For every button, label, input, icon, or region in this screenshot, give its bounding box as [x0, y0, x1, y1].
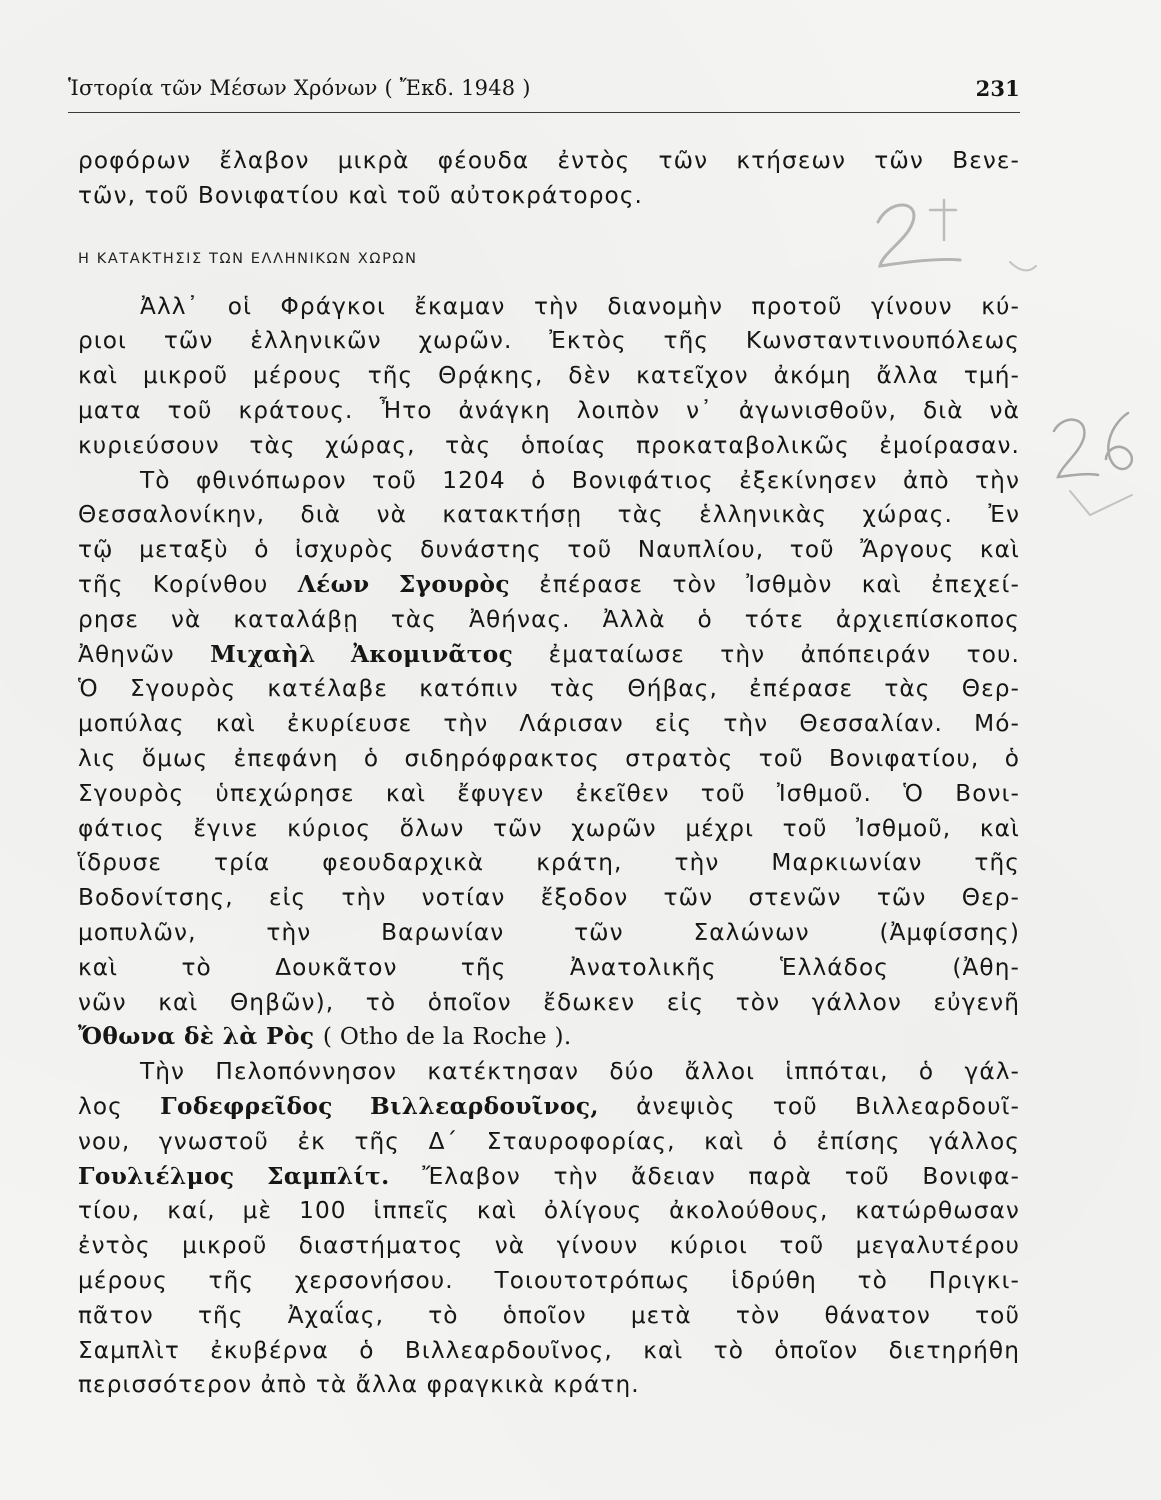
latin-name: ( Otho de la Roche ). — [322, 1023, 572, 1051]
text-line: φάτιος ἔγινε κύριος ὅλων τῶν χωρῶν μέχρι τοῦ Ἰσθμοῦ, καὶ — [78, 814, 1020, 842]
text-line: ρησε νὰ καταλάβῃ τὰς Ἀθήνας. Ἀλλὰ ὁ τότε ἀρχιεπίσκοπος — [78, 605, 1020, 633]
text-line: καὶ μικροῦ μέρους τῆς Θρᾴκης, δὲν κατεῖχον ἀκόμη ἄλλα τμή- — [78, 362, 1020, 390]
pencil-annotation-side — [1040, 395, 1150, 525]
text-line: Σγουρὸς ὑπεχώρησε καὶ ἔφυγεν ἐκεῖθεν τοῦ Ἰσθμοῦ. Ὁ Βονι- — [78, 779, 1020, 807]
text-line — [78, 1160, 1020, 1195]
running-head — [68, 76, 1020, 106]
text-line — [78, 1090, 1020, 1125]
text-line: μοπύλας καὶ ἐκυρίευσε τὴν Λάρισαν εἰς τὴν Θεσσαλίαν. Μό- — [78, 710, 1020, 738]
text-line: ἐντὸς μικροῦ διαστήματος νὰ γίνουν κύριοι τοῦ μεγαλυτέρου — [78, 1232, 1020, 1260]
text-line: τίου, καί, μὲ 100 ἱππεῖς καὶ ὀλίγους ἀκολούθους, κατώρθωσαν — [78, 1197, 1020, 1225]
person-name: Μιχαὴλ Ἀκομινᾶτος — [210, 640, 514, 668]
text-line — [78, 1020, 1020, 1055]
text-line: νῶν καὶ Θηβῶν), τὸ ὁποῖον ἔδωκεν εἰς τὸν γάλλον εὐγενῆ — [78, 988, 1020, 1016]
text-line: Τὴν Πελοπόννησον κατέκτησαν δύο ἄλλοι ἱππόται, ὁ γάλ- — [140, 1058, 1020, 1086]
text-line: Ὁ Σγουρὸς κατέλαβε κατόπιν τὰς Θήβας, ἐπέρασε τὰς Θερ- — [78, 675, 1020, 703]
text-run: Ἀθηνῶν — [78, 640, 175, 668]
text-line: περισσότερον ἀπὸ τὰ ἄλλα φραγκικὰ κράτη. — [78, 1371, 640, 1399]
header-rule — [68, 112, 1020, 113]
text-line: Βοδονίτσης, εἰς τὴν νοτίαν ἔξοδον τῶν στενῶν τῶν Θερ- — [78, 884, 1020, 912]
text-line: πᾶτον τῆς Ἀχαΐας, τὸ ὁποῖον μετὰ τὸν θάνατον τοῦ — [78, 1301, 1020, 1329]
text-line: καὶ τὸ Δουκᾶτον τῆς Ἀνατολικῆς Ἑλλάδος (Ἀθη- — [78, 953, 1020, 981]
text-run: τῆς Κορίνθου — [78, 570, 269, 598]
text-run: ἐματαίωσε τὴν ἀπόπειράν του. — [548, 640, 1020, 668]
text-line: κυριεύσουν τὰς χώρας, τὰς ὁποίας προκαταβολικῶς ἐμοίρασαν. — [78, 431, 1020, 459]
body-text — [78, 144, 1020, 1403]
text-line — [78, 638, 1020, 673]
text-line: τῶν, τοῦ Βονιφατίου καὶ τοῦ αὐτοκράτορος. — [78, 181, 644, 209]
text-line: Τὸ φθινόπωρον τοῦ 1204 ὁ Βονιφάτιος ἐξεκίνησεν ἀπὸ τὴν — [140, 466, 1020, 494]
text-line: ροφόρων ἔλαβον μικρὰ φέουδα ἐντὸς τῶν κτήσεων τῶν Βενε- — [78, 147, 1020, 174]
person-name: Λέων Σγουρὸς — [297, 570, 510, 598]
section-heading: Η ΚΑΤΑΚΤΗΣΙΣ ΤΩΝ ΕΛΛΗΝΙΚΩΝ ΧΩΡΩΝ — [78, 250, 418, 267]
text-line: τῷ μεταξὺ ὁ ἰσχυρὸς δυνάστης τοῦ Ναυπλίου, τοῦ Ἄργους καὶ — [78, 536, 1020, 564]
person-name: Γοδεφρεῖδος Βιλλεαρδουῖνος, — [160, 1092, 599, 1120]
text-line: Σαμπλὶτ ἐκυβέρνα ὁ Βιλλεαρδουῖνος, καὶ τὸ ὁποῖον διετηρήθη — [78, 1336, 1020, 1364]
text-line: Θεσσαλονίκην, διὰ νὰ κατακτήσῃ τὰς ἑλληνικὰς χώρας. Ἐν — [78, 501, 1020, 529]
text-line: ματα τοῦ κράτους. Ἦτο ἀνάγκη λοιπὸν ν᾿ ἀγωνισθοῦν, διὰ νὰ — [78, 396, 1020, 424]
page-number: 231 — [975, 76, 1020, 101]
person-name: Γουλιέλμος Σαμπλίτ. — [78, 1162, 390, 1190]
text-run: ἀνεψιὸς τοῦ Βιλλεαρδουῖ- — [636, 1092, 1021, 1120]
text-run: ἐπέρασε τὸν Ἰσθμὸν καὶ ἐπεχεί- — [539, 570, 1020, 598]
text-line: λις ὅμως ἐπεφάνη ὁ σιδηρόφρακτος στρατὸς τοῦ Βονιφατίου, ὁ — [78, 744, 1020, 772]
text-line: Ἀλλ᾿ οἱ Φράγκοι ἔκαμαν τὴν διανομὴν προτοῦ γίνουν κύ- — [140, 292, 1020, 320]
text-line: νου, γνωστοῦ ἐκ τῆς Δ΄ Σταυροφορίας, καὶ ὁ ἐπίσης γάλλος — [78, 1127, 1020, 1155]
text-line: ριοι τῶν ἑλληνικῶν χωρῶν. Ἐκτὸς τῆς Κωνσταντινουπόλεως — [78, 327, 1020, 355]
text-line — [78, 568, 1020, 603]
person-name: Ὄθωνα δὲ λὰ Ρὸς — [78, 1023, 315, 1051]
text-line: μέρους τῆς χερσονήσου. Τοιουτοτρόπως ἱδρύθη τὸ Πριγκι- — [78, 1266, 1020, 1294]
text-run: Ἔλαβον τὴν ἄδειαν παρὰ τοῦ Βονιφα- — [422, 1162, 1020, 1190]
running-title: Ἱστορία τῶν Μέσων Χρόνων ( Ἔκδ. 1948 ) — [68, 76, 531, 100]
text-run: λος — [78, 1092, 123, 1120]
text-line: μοπυλῶν, τὴν Βαρωνίαν τῶν Σαλώνων (Ἀμφίσσης) — [78, 918, 1020, 946]
text-line: ἵδρυσε τρία φεουδαρχικὰ κράτη, τὴν Μαρκιωνίαν τῆς — [78, 849, 1020, 877]
